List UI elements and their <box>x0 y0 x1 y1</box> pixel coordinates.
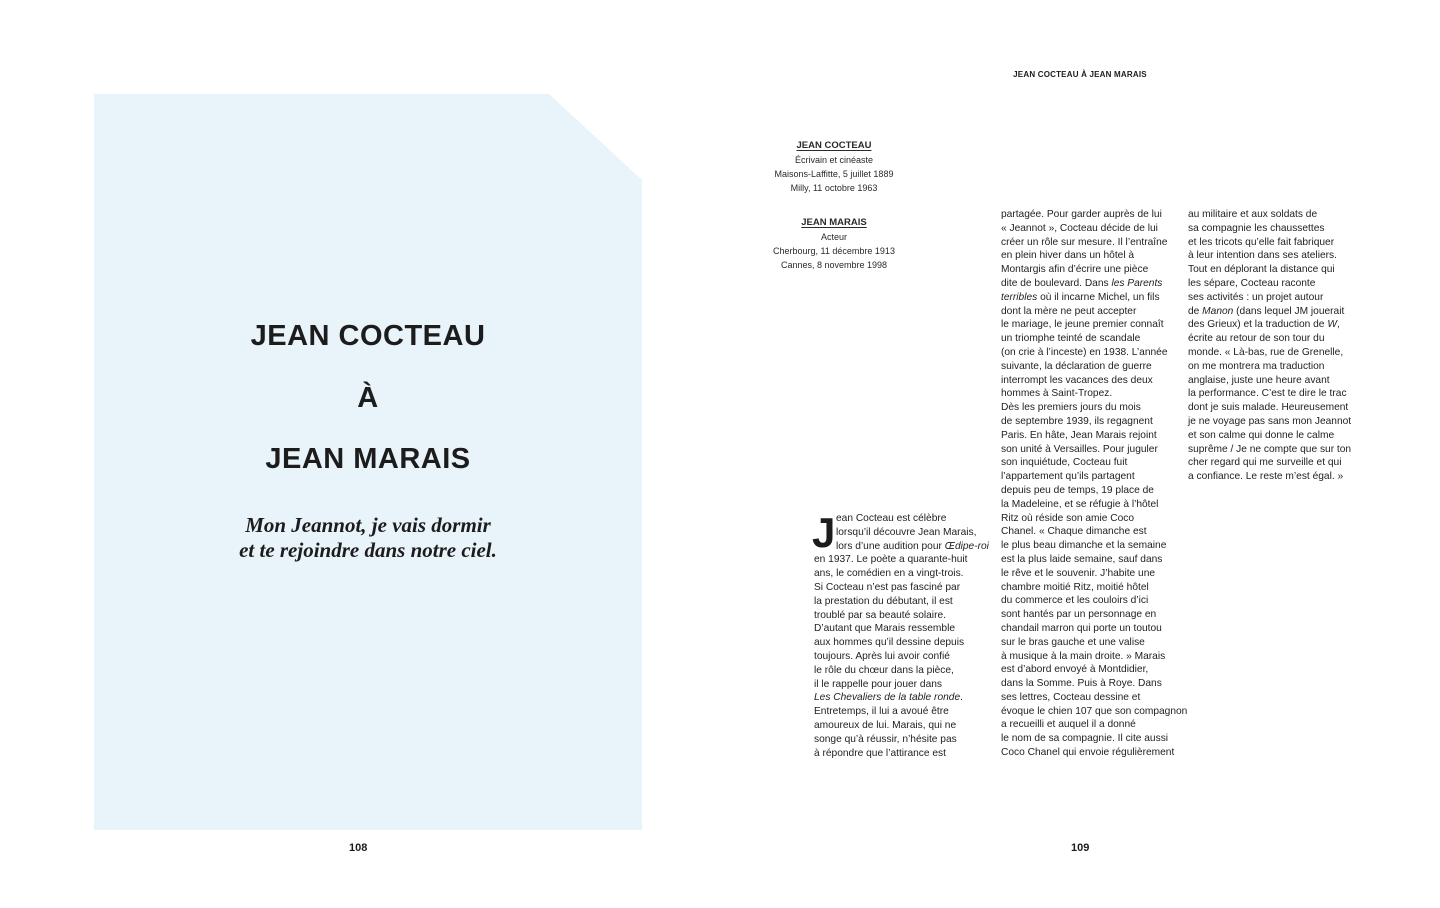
text-line: au militaire et aux soldats de <box>1188 209 1318 220</box>
text-line: est d’abord envoyé à Montdidier, <box>1001 664 1149 676</box>
text-line: terribles où il incarne Michel, un fils <box>1001 291 1160 303</box>
text-line: (on crie à l’inceste) en 1938. L’année <box>1001 346 1168 358</box>
text-line: à musique à la main droite. » Marais <box>1001 650 1166 662</box>
text-line: il le rappelle pour jouer dans <box>814 678 942 690</box>
text-column-2 <box>1001 208 1188 760</box>
text-line: les sépare, Cocteau raconte <box>1188 277 1316 289</box>
text-line: de Manon (dans lequel JM jouerait <box>1188 305 1345 317</box>
text-line: cher regard qui me surveille et qui <box>1188 457 1342 469</box>
text-line: des Grieux) et la traduction de W, <box>1188 319 1340 331</box>
text-line: dans la Somme. Puis à Roye. Dans <box>1001 678 1162 690</box>
text-line: en plein hiver dans un hôtel à <box>1001 250 1135 262</box>
title-line-2: À <box>357 382 379 414</box>
bio-jean-cocteau <box>764 139 904 195</box>
bio-line: Maisons-Laffitte, 5 juillet 1889 <box>774 169 894 179</box>
text-line: monde. « Là-bas, rue de Grenelle, <box>1188 346 1344 358</box>
text-line: toujours. Après lui avoir confié <box>814 650 950 662</box>
title-line-3: JEAN MARAIS <box>265 443 471 475</box>
epigraph-quote <box>94 513 642 563</box>
text-line: depuis peu de temps, 19 place de <box>1001 484 1154 496</box>
text-line: D’autant que Marais ressemble <box>814 623 955 635</box>
text-line: suivante, la déclaration de guerre <box>1001 360 1152 372</box>
text-line: « Jeannot », Cocteau décide de lui <box>1001 222 1158 234</box>
text-line: hommes à Saint-Tropez. <box>1001 388 1113 400</box>
text-line: Entretemps, il lui a avoué être <box>814 706 949 718</box>
text-line: en 1937. Le poète a quarante-huit <box>814 554 968 566</box>
text-line: Montargis afin d’écrire une pièce <box>1001 264 1149 276</box>
text-line: et les tricots qu’elle fait fabriquer <box>1188 236 1335 248</box>
text-line: Chanel. « Chaque dimanche est <box>1001 526 1147 538</box>
text-line: ean Cocteau est célèbre <box>836 513 947 524</box>
bio-line: Acteur <box>820 232 847 242</box>
text-line: dont la mère ne peut accepter <box>1001 305 1137 317</box>
text-line: le nom de sa compagnie. Il cite aussi <box>1001 733 1169 745</box>
text-line: lorsqu’il découvre Jean Marais, <box>836 526 977 538</box>
drop-cap: J <box>812 509 836 556</box>
bio-line: Cannes, 8 novembre 1998 <box>780 260 888 270</box>
text-line: a recueilli et auquel il a donné <box>1001 719 1136 731</box>
text-line: sont hantés par un personnage en <box>1001 609 1157 621</box>
running-head: JEAN COCTEAU À JEAN MARAIS <box>1013 70 1147 79</box>
bio-jean-marais <box>764 216 904 272</box>
text-line: l’appartement qu’ils partagent <box>1001 471 1135 483</box>
text-line: à leur intention dans ses ateliers. <box>1188 250 1337 262</box>
text-line: chandail marron qui porte un toutou <box>1001 622 1162 634</box>
text-line: le rêve et le souvenir. J’habite une <box>1001 567 1156 579</box>
text-line: sur le bras gauche et une valise <box>1001 636 1145 648</box>
text-line: évoque le chien 107 que son compagnon <box>1001 705 1188 717</box>
text-line: la performance. C’est te dire le trac <box>1188 388 1347 400</box>
text-line: aux hommes qu’il dessine depuis <box>814 637 965 649</box>
text-line: lors d’une audition pour Œdipe-roi <box>836 540 989 552</box>
text-line: partagée. Pour garder auprès de lui <box>1001 209 1162 220</box>
text-line: suprême / Je ne compte que sur ton <box>1188 443 1352 455</box>
text-line: Si Cocteau n’est pas fasciné par <box>814 581 961 593</box>
bio-name: JEAN COCTEAU <box>796 140 872 151</box>
text-line: Dès les premiers jours du mois <box>1001 402 1141 414</box>
text-line: songe qu’à réussir, n’hésite pas <box>814 733 957 745</box>
text-line: Les Chevaliers de la table ronde. <box>814 692 963 704</box>
text-line: sa compagnie les chaussettes <box>1188 222 1325 234</box>
text-line: et son calme qui donne le calme <box>1188 429 1335 441</box>
text-line: amoureux de lui. Marais, qui ne <box>814 719 957 731</box>
text-line: écrite au retour de son tour du <box>1188 333 1325 345</box>
text-line: on me montrera ma traduction <box>1188 360 1325 372</box>
bio-name: JEAN MARAIS <box>801 217 867 228</box>
text-line: anglaise, juste une heure avant <box>1188 374 1330 386</box>
bio-line: Milly, 11 octobre 1963 <box>790 183 878 193</box>
text-line: a confiance. Le reste m’est égal. » <box>1188 471 1344 483</box>
bio-line: Écrivain et cinéaste <box>794 155 874 165</box>
text-line: ses lettres, Cocteau dessine et <box>1001 691 1141 703</box>
text-line: chambre moitié Ritz, moitié hôtel <box>1001 581 1149 593</box>
page-number-left: 108 <box>349 842 368 854</box>
text-line: le rôle du chœur dans la pièce, <box>814 664 954 676</box>
quote-line-1: Mon Jeannot, je vais dormir <box>245 513 491 537</box>
text-line: Ritz où réside son amie Coco <box>1001 512 1135 524</box>
text-line: son inquiétude, Cocteau fuit <box>1001 457 1128 469</box>
text-line: créer un rôle sur mesure. Il l’entraîne <box>1001 236 1168 248</box>
title-line-1: JEAN COCTEAU <box>250 320 486 352</box>
text-line: la prestation du débutant, il est <box>814 595 953 607</box>
text-line: troublé par sa beauté solaire. <box>814 609 946 621</box>
text-line: Coco Chanel qui envoie régulièrement <box>1001 747 1175 759</box>
text-line: la Madeleine, et se réfugie à l’hôtel <box>1001 498 1159 510</box>
text-line: est la plus laide semaine, sauf dans <box>1001 553 1163 565</box>
text-line: le mariage, le jeune premier connaît <box>1001 319 1164 331</box>
text-line: un triomphe teinté de scandale <box>1001 333 1141 345</box>
quote-line-2: et te rejoindre dans notre ciel. <box>239 538 497 562</box>
text-line: ses activités : un projet autour <box>1188 291 1324 303</box>
text-column-1 <box>812 509 990 760</box>
text-line: son unité à Versailles. Pour juguler <box>1001 443 1158 455</box>
text-line: Tout en déplorant la distance qui <box>1188 264 1335 276</box>
text-line: le plus beau dimanche et la semaine <box>1001 540 1167 552</box>
text-line: dite de boulevard. Dans les Parents <box>1001 277 1163 289</box>
text-line: du commerce et les couloirs d’ici <box>1001 595 1149 607</box>
text-column-3 <box>1188 208 1366 484</box>
text-line: je ne voyage pas sans mon Jeannot <box>1188 415 1352 427</box>
text-line: dont je suis malade. Heureusement <box>1188 402 1349 414</box>
page-number-right: 109 <box>1071 842 1090 854</box>
text-line: à répondre que l’attirance est <box>814 747 946 759</box>
text-line: ans, le comédien en a vingt-trois. <box>814 568 964 580</box>
bio-line: Cherbourg, 11 décembre 1913 <box>773 246 895 256</box>
text-line: Paris. En hâte, Jean Marais rejoint <box>1001 429 1157 441</box>
text-line: interrompt les vacances des deux <box>1001 374 1153 386</box>
text-line: de septembre 1939, ils regagnent <box>1001 415 1153 427</box>
